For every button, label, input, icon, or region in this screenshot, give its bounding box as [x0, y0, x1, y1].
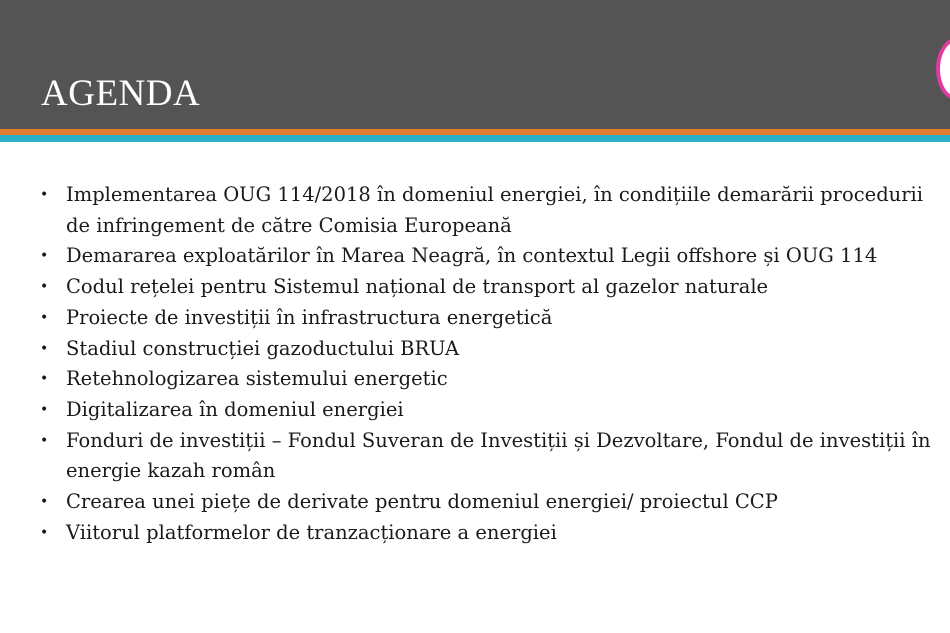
logo-badge-icon [936, 38, 950, 100]
agenda-item-line: de infringement de către Comisia Europeană [66, 213, 512, 237]
agenda-item-line: Digitalizarea în domeniul energiei [66, 397, 404, 421]
agenda-item-line: Implementarea OUG 114/2018 în domeniul energiei, în condițiile demarării procedurii [66, 183, 924, 206]
agenda-item [40, 395, 950, 426]
agenda-item [40, 426, 950, 487]
bullet-icon: • [40, 248, 49, 265]
agenda-item-line: Viitorul platformelor de tranzacționare a energiei [66, 520, 557, 544]
agenda-item-line: Codul rețelei pentru Sistemul național de transport al gazelor naturale [66, 275, 769, 299]
agenda-list [40, 180, 950, 548]
bullet-icon: • [40, 524, 49, 541]
slide-header [0, 0, 950, 129]
bullet-icon: • [40, 401, 49, 418]
agenda-item-line: energie kazah român [66, 459, 276, 483]
bullet-icon: • [40, 309, 49, 326]
bullet-icon: • [40, 279, 49, 296]
bullet-icon: • [40, 371, 49, 388]
agenda-item-line: Stadiul construcției gazoductului BRUA [66, 336, 460, 360]
agenda-item [40, 518, 950, 549]
agenda-item-line: Retehnologizarea sistemului energetic [66, 367, 448, 391]
agenda-item-line: Demararea exploatărilor în Marea Neagră, în contextul Legii offshore și OUG 114 [66, 244, 878, 268]
bullet-icon: • [40, 494, 49, 511]
agenda-item [40, 241, 950, 272]
agenda-item-line: Fonduri de investiții – Fondul Suveran de Investiții și Dezvoltare, Fondul de investiții în [66, 428, 931, 452]
bullet-icon: • [40, 187, 49, 203]
agenda-item [40, 334, 950, 365]
agenda-item [40, 487, 950, 518]
agenda-item-line: Proiecte de investiții în infrastructura energetică [66, 305, 553, 329]
teal-divider-stripe [0, 135, 950, 142]
agenda-item [40, 272, 950, 303]
bullet-icon: • [40, 432, 49, 449]
agenda-item-line: Crearea unei piețe de derivate pentru domeniul energiei/ proiectul CCP [66, 490, 778, 514]
bullet-icon: • [40, 340, 49, 357]
slide-title: AGENDA [41, 73, 201, 114]
agenda-item [40, 364, 950, 395]
agenda-item [40, 303, 950, 334]
agenda-item [40, 180, 950, 241]
